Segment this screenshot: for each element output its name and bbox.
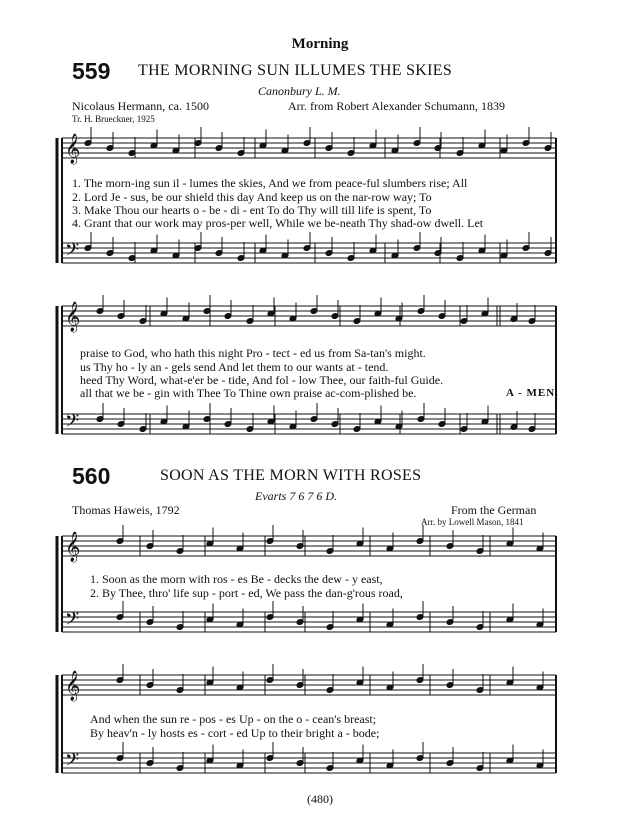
- hymn-559-title: THE MORNING SUN ILLUMES THE SKIES: [138, 62, 453, 79]
- hymn-559-lyric-line: 4. Grant that our work may pros-per well, While we be-neath Thy shad-ow dwell. Let: [72, 216, 484, 230]
- hymn-559-author: Nicolaus Hermann, ca. 1500: [72, 99, 209, 113]
- hymn-560-lyric-line: 1. Soon as the morn with ros - es Be - decks the dew - y east,: [90, 572, 383, 586]
- section-heading: Morning: [291, 36, 349, 52]
- hymn-559-lyric-line: all that we be - gin with Thee To Thine own praise ac-com-plished be.: [80, 386, 417, 400]
- hymn-560-lyric-line: By heav'n - ly hosts es - cort - ed Up to their bright a - bode;: [90, 726, 380, 740]
- bass-clef-icon: 𝄢: [65, 750, 80, 775]
- hymn-559-lyric-line: 2. Lord Je - sus, be our shield this day And keep us on the nar-row way; To: [72, 190, 432, 204]
- hymn-559-lyric-line: 3. Make Thou our hearts o - be - di - ent To do Thy will till life is spent, To: [72, 203, 432, 217]
- hymn-560-title: SOON AS THE MORN WITH ROSES: [160, 467, 422, 484]
- hymn-559-lyric-line: us Thy ho - ly an - gels send And let them to our wants at - tend.: [80, 360, 389, 374]
- amen-label: A - MEN.: [506, 387, 559, 399]
- hymn-559-tune: Canonbury L. M.: [258, 84, 341, 98]
- hymn-560-arranger: Arr. by Lowell Mason, 1841: [421, 517, 524, 527]
- bass-clef-icon: 𝄢: [65, 240, 80, 265]
- hymn-559-number: 559: [72, 58, 111, 84]
- treble-clef-icon: 𝄞: [65, 302, 81, 332]
- hymn-559-arranger: Arr. from Robert Alexander Schumann, 1839: [288, 99, 505, 113]
- hymn-560-source: From the German: [451, 503, 537, 517]
- page-number: (480): [307, 792, 333, 806]
- hymn-560-author: Thomas Haweis, 1792: [72, 503, 180, 517]
- hymn-559-lyric-line: 1. The morn-ing sun il - lumes the skies, And we from peace-ful slumbers rise; All: [72, 176, 468, 190]
- hymn-559-lyric-line: heed Thy Word, what-e'er be - tide, And fol - low Thee, our faith-ful Guide.: [80, 373, 444, 387]
- hymn-560-number: 560: [72, 463, 111, 489]
- hymn-560-lyric-line: 2. By Thee, thro' life sup - port - ed, We pass the dan-g'rous road,: [90, 586, 403, 600]
- bass-clef-icon: 𝄢: [65, 609, 80, 634]
- treble-clef-icon: 𝄞: [65, 671, 81, 701]
- bass-clef-icon: 𝄢: [65, 411, 80, 436]
- treble-clef-icon: 𝄞: [65, 134, 81, 164]
- hymn-559-translator: Tr. H. Brueckner, 1925: [72, 114, 155, 124]
- hymn-560-lyric-line: And when the sun re - pos - es Up - on the o - cean's breast;: [90, 712, 377, 726]
- hymn-559-lyric-line: praise to God, who hath this night Pro - tect - ed us from Sa-tan's might.: [80, 346, 426, 360]
- hymn-560-tune: Evarts 7 6 7 6 D.: [255, 489, 337, 503]
- treble-clef-icon: 𝄞: [65, 532, 81, 562]
